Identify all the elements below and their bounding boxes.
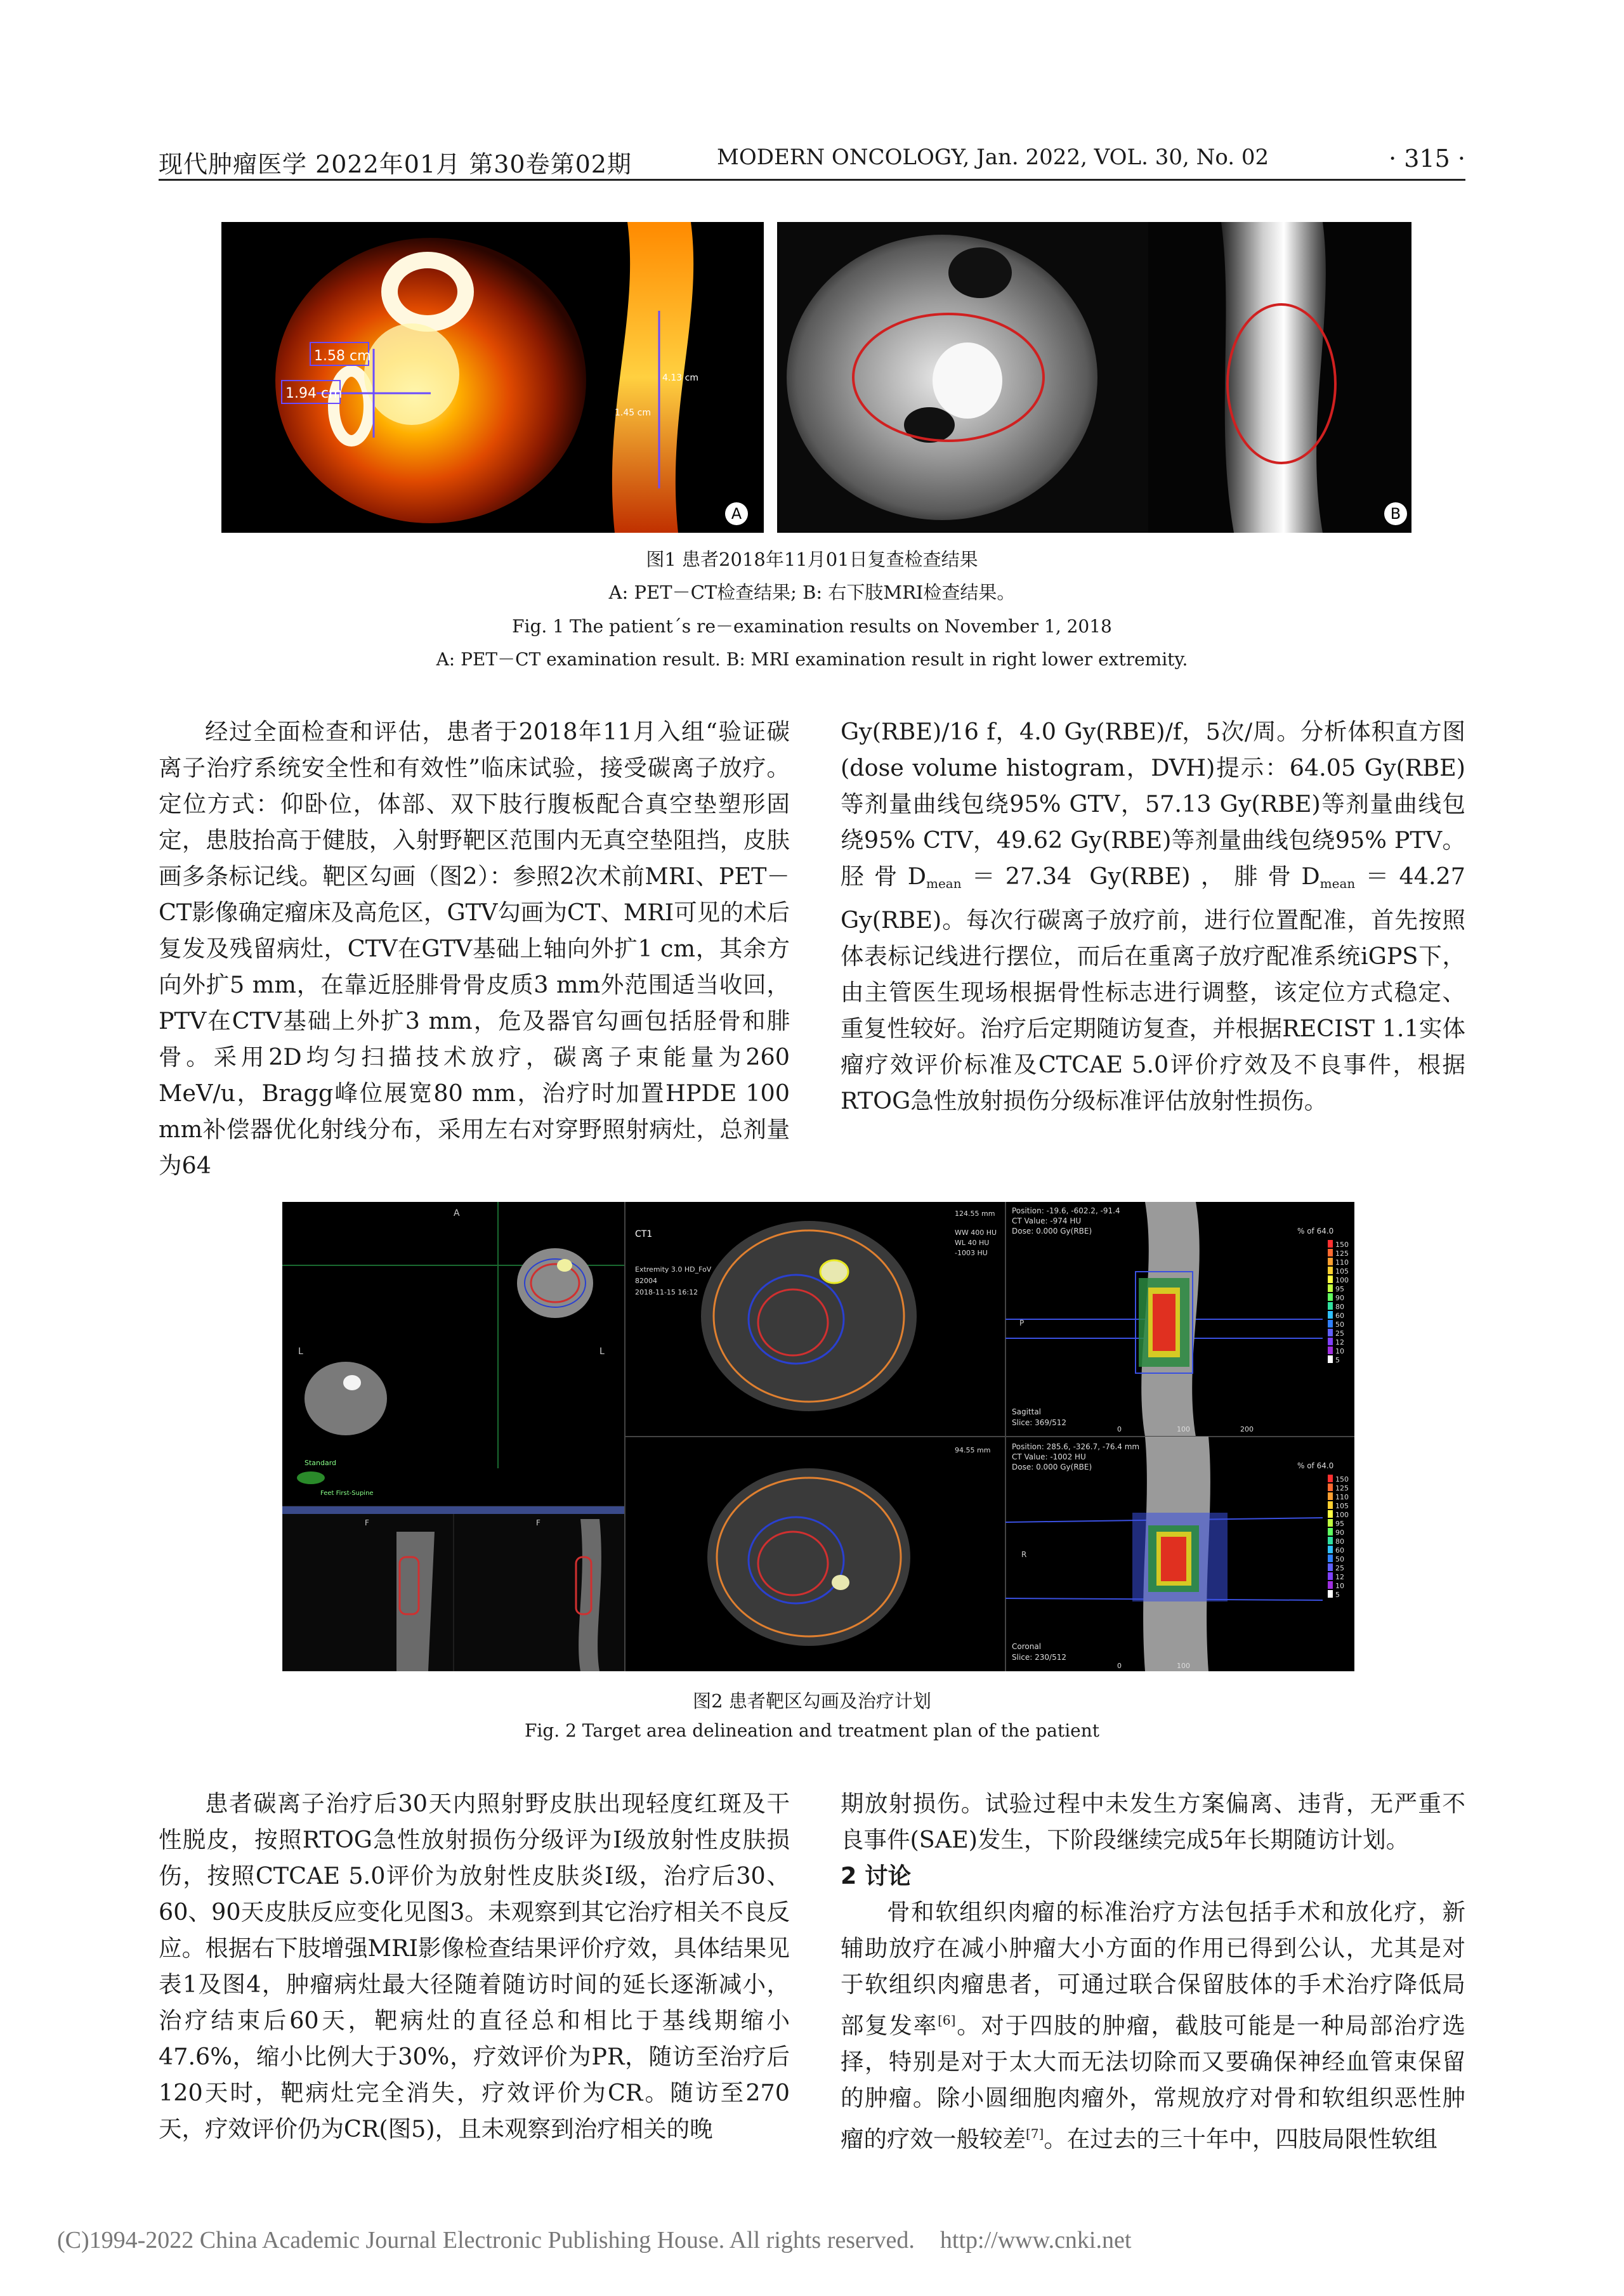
svg-text:WW 400 HU: WW 400 HU — [955, 1229, 997, 1237]
svg-text:0: 0 — [1117, 1425, 1122, 1433]
svg-text:A: A — [454, 1208, 460, 1218]
dose-scale-swatch — [1328, 1338, 1333, 1345]
dose-scale-label: 90 — [1335, 1294, 1344, 1302]
svg-text:124.55 mm: 124.55 mm — [955, 1210, 995, 1218]
svg-text:Sagittal: Sagittal — [1012, 1407, 1042, 1416]
dose-scale-swatch — [1328, 1492, 1333, 1500]
dose-scale-label: 12 — [1335, 1573, 1344, 1581]
dose-scale-label: 110 — [1335, 1258, 1349, 1267]
dose-scale-swatch — [1328, 1555, 1333, 1562]
dose-scale-swatch — [1328, 1329, 1333, 1336]
svg-text:100: 100 — [1177, 1662, 1190, 1670]
dose-scale-label: 125 — [1335, 1249, 1349, 1258]
running-header — [159, 145, 1465, 183]
column-left-2 — [159, 1785, 790, 2147]
page-number: · 315 · — [1389, 145, 1465, 173]
svg-text:R: R — [1021, 1550, 1027, 1559]
column-right-2 — [841, 1785, 1465, 2157]
dose-scale-label: 105 — [1335, 1267, 1349, 1275]
dose-scale-label: 25 — [1335, 1329, 1344, 1338]
dose-scale-label: 10 — [1335, 1347, 1344, 1355]
svg-text:WL 40 HU: WL 40 HU — [955, 1239, 990, 1247]
paragraph: 期放射损伤。试验过程中未发生方案偏离、违背，无严重不良事件(SAE)发生，下阶段继续完成5年长期随访计划。 — [841, 1790, 1465, 1853]
section-heading: 2 讨论 — [841, 1862, 912, 1889]
measure-label-1: 1.58 cm — [314, 348, 371, 364]
dose-scale-label: 90 — [1335, 1529, 1344, 1537]
mri-image — [777, 222, 1411, 533]
dose-scale-label: 10 — [1335, 1582, 1344, 1590]
svg-text:82004: 82004 — [635, 1277, 657, 1285]
header-rule — [159, 179, 1465, 181]
dose-scale-swatch — [1328, 1475, 1333, 1482]
dose-scale-swatch — [1328, 1537, 1333, 1544]
dose-scale-label: 80 — [1335, 1537, 1344, 1546]
svg-text:Coronal: Coronal — [1012, 1642, 1042, 1651]
svg-text:% of 64.0: % of 64.0 — [1297, 1461, 1334, 1470]
svg-text:Position: -19.6, -602.2, -91.4: Position: -19.6, -602.2, -91.4 — [1012, 1206, 1120, 1215]
svg-text:200: 200 — [1240, 1425, 1254, 1433]
column-right-1 — [841, 714, 1465, 1119]
dose-scale-swatch — [1328, 1572, 1333, 1580]
dose-scale-swatch — [1328, 1302, 1333, 1310]
svg-text:CT1: CT1 — [635, 1229, 653, 1239]
paragraph: 经过全面检查和评估，患者于2018年11月入组“验证碳离子治疗系统安全性和有效性”临床试验，接受碳离子放疗。定位方式：仰卧位，体部、双下肢行腹板配合真空垫塑形固定，患肢抬高于健肢，入射野靶区范围内无真空垫阻挡，皮肤画多条标记线。靶区勾画（图2）：参照2次术前MRI、PET－CT影像确定瘤床及高危区，GTV勾画为CT、MRI可见的术后复发及残留病灶，CTV在GTV基础上轴向外扩1 cm，其余方向外扩5 mm，在靠近胫腓骨骨皮质3 mm外范围适当收回，PTV在CTV基础上外扩3 mm，危及器官勾画包括胫骨和腓骨。采用2D均匀扫描技术放疗，碳离子束能量为260 MeV/u，Bragg峰位展宽80 mm，治疗时加置HPDE 100 mm补偿器优化射线分布，采用左右对穿野照射病灶，总剂量为64 — [159, 718, 790, 1179]
svg-text:Position: 285.6, -326.7, -76.4: Position: 285.6, -326.7, -76.4 mm — [1012, 1442, 1140, 1451]
svg-text:CT Value: -974 HU: CT Value: -974 HU — [1012, 1216, 1082, 1225]
dose-scale-swatch — [1328, 1581, 1333, 1589]
figure1-panel-a — [221, 222, 764, 533]
dose-scale-label: 60 — [1335, 1312, 1344, 1320]
svg-text:Feet First-Supine: Feet First-Supine — [320, 1490, 374, 1497]
figure1-panel-b — [777, 222, 1411, 533]
svg-text:L: L — [298, 1347, 303, 1357]
measure-label-3: 4.13 cm — [662, 373, 698, 383]
svg-text:P: P — [1019, 1319, 1025, 1327]
svg-text:2018-11-15 16:12: 2018-11-15 16:12 — [635, 1288, 698, 1296]
fig1-caption-cn-sub: A: PET－CT检查结果; B: 右下肢MRI检查结果。 — [608, 582, 1016, 603]
treatment-plan-image — [282, 1202, 1354, 1671]
cnki-link[interactable]: http://www.cnki.net — [940, 2227, 1132, 2254]
pet-ct-image — [221, 222, 764, 533]
dose-scale-swatch — [1328, 1501, 1333, 1509]
dose-scale-label: 5 — [1335, 1356, 1340, 1364]
dose-scale-label: 105 — [1335, 1502, 1349, 1510]
svg-text:% of 64.0: % of 64.0 — [1297, 1227, 1334, 1236]
dose-scale-swatch — [1328, 1293, 1333, 1301]
dose-scale-swatch — [1328, 1267, 1333, 1274]
fig2-caption-en: Fig. 2 Target area delineation and treatment plan of the patient — [524, 1720, 1100, 1741]
dose-scale-swatch — [1328, 1519, 1333, 1527]
journal-name-cn: 现代肿瘤医学 2022年01月 第30卷第02期 — [159, 150, 632, 178]
dose-scale-label: 150 — [1335, 1475, 1349, 1484]
column-left-1 — [159, 714, 790, 1184]
journal-name-en: MODERN ONCOLOGY, Jan. 2022, VOL. 30, No. 02 — [717, 145, 1269, 170]
copyright-footer — [57, 2226, 1131, 2254]
svg-text:Slice: 369/512: Slice: 369/512 — [1012, 1418, 1066, 1427]
svg-text:Extremity 3.0 HD_FoV: Extremity 3.0 HD_FoV — [635, 1265, 712, 1274]
dose-scale-swatch — [1328, 1240, 1333, 1248]
dose-scale-swatch — [1328, 1311, 1333, 1319]
measure-label-4: 1.45 cm — [615, 408, 651, 418]
figure2-treatment-plan — [282, 1202, 1354, 1671]
svg-text:-1003 HU: -1003 HU — [955, 1249, 988, 1257]
panel-a-badge: A — [731, 505, 742, 523]
svg-text:Slice: 230/512: Slice: 230/512 — [1012, 1653, 1066, 1662]
dose-scale-label: 110 — [1335, 1493, 1349, 1501]
copyright-text: (C)1994-2022 China Academic Journal Electronic Publishing House. All rights reserved. — [57, 2227, 915, 2254]
svg-text:F: F — [536, 1518, 540, 1527]
dose-scale-label: 50 — [1335, 1555, 1344, 1563]
dose-scale-label: 12 — [1335, 1338, 1344, 1347]
dose-scale-swatch — [1328, 1258, 1333, 1265]
svg-text:Dose: 0.000 Gy(RBE): Dose: 0.000 Gy(RBE) — [1012, 1227, 1092, 1236]
fig1-caption-en-sub: A: PET－CT examination result. B: MRI examination result in right lower extremity. — [436, 649, 1188, 670]
dose-scale-label: 25 — [1335, 1564, 1344, 1572]
dose-scale-swatch — [1328, 1546, 1333, 1553]
dose-scale-swatch — [1328, 1275, 1333, 1283]
svg-text:0: 0 — [1117, 1662, 1122, 1670]
dose-scale-swatch — [1328, 1528, 1333, 1536]
dose-scale-label: 150 — [1335, 1241, 1349, 1249]
dose-scale-swatch — [1328, 1320, 1333, 1327]
svg-text:Standard: Standard — [304, 1459, 337, 1467]
svg-text:94.55 mm: 94.55 mm — [955, 1446, 991, 1454]
dose-scale-swatch — [1328, 1590, 1333, 1598]
dose-scale-label: 60 — [1335, 1546, 1344, 1555]
svg-text:F: F — [365, 1518, 369, 1527]
dose-scale-label: 95 — [1335, 1520, 1344, 1528]
dose-scale-label: 80 — [1335, 1303, 1344, 1311]
citation[interactable]: [6] — [938, 2012, 956, 2028]
dose-scale-label: 100 — [1335, 1511, 1349, 1519]
svg-text:L: L — [599, 1347, 605, 1357]
dose-scale-swatch — [1328, 1563, 1333, 1571]
svg-text:Dose: 0.000 Gy(RBE): Dose: 0.000 Gy(RBE) — [1012, 1463, 1092, 1471]
paragraph: Gy(RBE)/16 f，4.0 Gy(RBE)/f，5次/周。分析体积直方图(dose volume histogram，DVH)提示：64.05 Gy(RBE)等剂量曲线包绕95% GTV，57.13 Gy(RBE)等剂量曲线包绕95% CTV，49.62 Gy(RBE)等剂量曲线包绕95% PTV。胫骨$D_{mean}=27.34$ Gy(RBE)，腓骨$D_{mean}=44.27$ Gy(RBE)。每次行碳离子放疗前，进行位置配准，首先按照体表标记线进行摆位，而后在重离子放疗配准系统iGPS下，由主管医生现场根据骨性标志进行调整，该定位方式稳定、重复性较好。治疗后定期随访复查，并根据RECIST 1.1实体瘤疗效评价标准及CTCAE 5.0评价疗效及不良事件，根据RTOG急性放射损伤分级标准评估放射性损伤。 — [841, 718, 1465, 1114]
dose-scale-label: 5 — [1335, 1591, 1340, 1599]
dose-scale-swatch — [1328, 1484, 1333, 1491]
dose-scale-label: 100 — [1335, 1276, 1349, 1284]
dose-scale-label: 125 — [1335, 1484, 1349, 1492]
svg-text:CT Value: -1002 HU: CT Value: -1002 HU — [1012, 1452, 1086, 1461]
paragraph: 骨和软组织肉瘤的标准治疗方法包括手术和放化疗，新辅助放疗在减小肿瘤大小方面的作用已得到公认，尤其是对于软组织肉瘤患者，可通过联合保留肢体的手术治疗降低局部复发率[6]。对于四肢的肿瘤，截肢可能是一种局部治疗选择，特别是对于太大而无法切除而又要确保神经血管束保留的肿瘤。除小圆细胞肉瘤外，常规放疗对骨和软组织恶性肿瘤的疗效一般较差[7]。在过去的三十年中，四肢局限性软组 — [841, 1898, 1466, 2153]
dose-scale-swatch — [1328, 1355, 1333, 1363]
dose-scale-swatch — [1328, 1510, 1333, 1518]
dose-scale-swatch — [1328, 1249, 1333, 1256]
svg-text:100: 100 — [1177, 1425, 1190, 1433]
fig2-caption-cn: 图2 患者靶区勾画及治疗计划 — [693, 1690, 931, 1712]
dose-scale-swatch — [1328, 1284, 1333, 1292]
paragraph: 患者碳离子治疗后30天内照射野皮肤出现轻度红斑及干性脱皮，按照RTOG急性放射损伤分级评为Ⅰ级放射性皮肤损伤，按照CTCAE 5.0评价为放射性皮肤炎Ⅰ级，治疗后30、60、90天皮肤反应变化见图3。未观察到其它治疗相关不良反应。根据右下肢增强MRI影像检查结果评价疗效，具体结果见表1及图4，肿瘤病灶最大径随着随访时间的延长逐渐减小，治疗结束后60天，靶病灶的直径总和相比于基线期缩小47.6%，缩小比例大于30%，疗效评价为PR，随访至治疗后120天时，靶病灶完全消失，疗效评价为CR。随访至270天，疗效评价仍为CR(图5)，且未观察到治疗相关的晚 — [159, 1790, 790, 2143]
dose-scale-swatch — [1328, 1347, 1333, 1354]
fig1-caption-cn: 图1 患者2018年11月01日复查检查结果 — [646, 549, 978, 570]
citation[interactable]: [7] — [1026, 2126, 1044, 2141]
panel-b-badge: B — [1390, 505, 1401, 523]
measure-label-2: 1.94 cm — [285, 386, 343, 401]
dose-scale-label: 95 — [1335, 1285, 1344, 1293]
fig1-caption-en: Fig. 1 The patient´s re－examination results on November 1, 2018 — [512, 616, 1112, 637]
dose-scale-label: 50 — [1335, 1321, 1344, 1329]
